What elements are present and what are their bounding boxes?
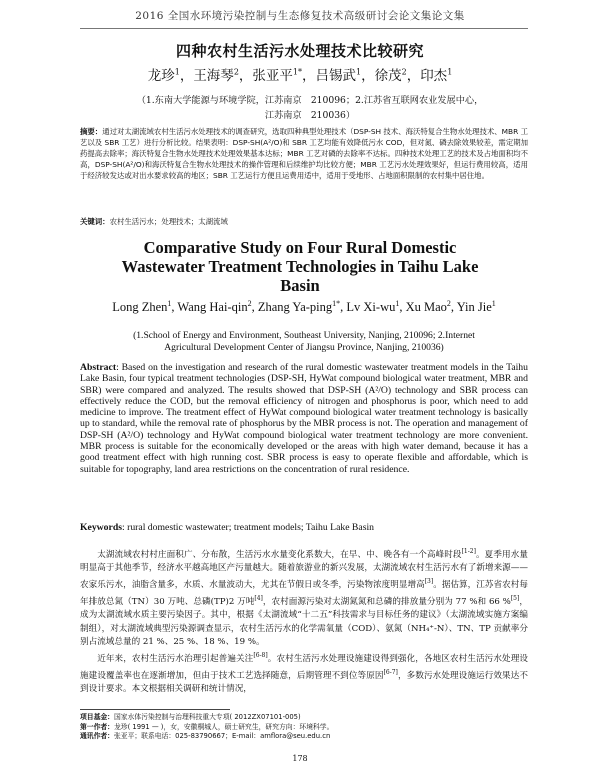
cn-author-separator: ，	[361, 68, 375, 84]
citation-ref: [3]	[424, 578, 434, 586]
cn-author-separator: ，	[302, 68, 316, 84]
footnote-text: 张亚平；联系电话：025-83790667；E-mail：amflora@seu.edu.cn	[113, 732, 331, 741]
chinese-keywords	[80, 216, 528, 227]
chinese-affiliation	[110, 93, 510, 123]
body-text	[80, 545, 528, 696]
english-keywords-text: : rural domestic wastewater; treatment models; Taihu Lake Basin	[121, 522, 375, 533]
en-author-separator: ,	[399, 300, 406, 315]
footnote-label: 第一作者：	[80, 722, 114, 731]
cn-author-mark: 1*	[292, 67, 302, 77]
chinese-keywords-label: 关键词：	[80, 217, 110, 226]
cn-author-name: 印杰	[420, 68, 448, 84]
en-author-separator: ,	[171, 300, 178, 315]
cn-author-mark: 2	[233, 67, 239, 77]
body-text-run: 近年来，农村生活污水治理引起普遍关注	[97, 653, 254, 664]
en-author-mark: 1*	[332, 299, 341, 308]
en-author-name: Yin Jie	[456, 300, 492, 315]
en-author-mark: 1	[167, 299, 172, 308]
en-author-mark: 1	[491, 299, 496, 308]
body-text-run: ，农村面源污染对太湖氮氮和总磷的排放量分别为 77 %和 66 %	[262, 597, 511, 608]
cn-author-separator: ，	[179, 68, 194, 84]
cn-author-separator: ，	[406, 68, 421, 84]
footnote-label: 项目基金：	[80, 713, 114, 721]
english-title	[0, 238, 600, 295]
english-affiliation-line: (1.School of Energy and Environment, Southeast University, Nanjing, 210096; 2.Internet	[133, 330, 475, 341]
english-abstract-label: Abstract	[80, 362, 117, 373]
cn-author-name: 龙珍	[147, 68, 175, 84]
en-author-name: Zhang Ya-ping	[257, 300, 333, 315]
footnotes	[80, 713, 528, 742]
en-author-mark: 2	[446, 299, 451, 308]
body-text-run: 。农村生活污水处理设施建设得到强化，各地区农村生活污水处理设施建设覆盖率也在逐渐增加，但由于技术工艺选择随意，后期管理不到位等原因	[80, 653, 528, 681]
english-keywords-label: Keywords	[80, 522, 122, 533]
body-text-run: 。据估算，江苏省农村每年排放总氮（TN）30 万吨、总磷(TP)2 万吨	[80, 580, 528, 608]
footnote-label: 通讯作者：	[80, 732, 114, 741]
footnote-contact	[80, 732, 528, 742]
english-keywords	[80, 522, 528, 533]
body-text-run: 太湖流域农村村庄面积广、分布散，生活污水水量变化系数大，在早、中、晚各有一个高峰时段	[97, 549, 462, 560]
chinese-keywords-text: 农村生活污水；处理技术；太湖流域	[109, 217, 228, 226]
en-author-name: Lv Xi-wu	[346, 300, 396, 315]
citation-ref: [4]	[254, 595, 263, 603]
cn-author-mark: 1	[447, 67, 453, 77]
cn-author-name: 王海琴	[193, 68, 234, 84]
en-author-mark: 1	[395, 299, 400, 308]
cn-author-name: 徐茂	[374, 68, 402, 84]
chinese-abstract-text: 通过对太湖流域农村生活污水处理技术的调查研究，选取四种典型处理技术（DSP-SH 技术、海沃特复合生物水处理技术、MBR 工艺以及 SBR 工艺）进行分析比较。结果表明：DSP-SH(A²/O)和 SBR 工艺均能有效降低污水 COD，但对氮、磷去除效果较差，需定期加药提高去除率；海沃特复合生物水处理技术处理效果基本达标；MBR 工艺对磷的去除率不达标。四种技术处理工艺的技术及占地面积均不高，DSP-SH(A²/O)和海沃特复合生物水处理技术的操作管理和后续维护均比较方便；MBR 工艺污水处理效果好，但运行费用较高，适用于经济较发达或对出水要求较高的地区；SBR 工艺运行方便且运费用适中，适用于受地形、占地面积限制的农村集中居住地。	[80, 127, 528, 181]
body-text-run: ，成为太湖流域水质主要污染因子。其中，根据《太湖流域“十二五”科技需求与目标任务的建议》（太湖流域实施方案编制组），对太湖流域典型污染源调查显示，农村生活污水的化学需氧量（COD）、氨氮（NH₄⁺-N）、TN、TP 贡献率分别占流域总量的 21 %、25 %、18 %、19 %。	[80, 597, 528, 647]
citation-ref: [6-7]	[383, 669, 398, 677]
citation-ref: [5]	[510, 595, 520, 603]
en-author-mark: 2	[247, 299, 252, 308]
chinese-affiliation-line: 江苏南京 210036）	[264, 110, 356, 121]
english-abstract	[80, 362, 528, 475]
english-affiliation-line: Agricultural Development Center of Jiangsu Province, Nanjing, 210036)	[164, 342, 444, 353]
header-rule	[80, 28, 528, 29]
cn-author-mark: 1	[174, 67, 180, 77]
body-text-run: ，多数污水处理设施运行效果达不到设计要求。本文根据相关调研和统计情况，	[80, 670, 528, 695]
english-abstract-text: : Based on the investigation and research of the rural domestic wastewater treatment models in the Taihu Lake Basin, four typical treatment technologies (DSP-SH, HyWat compound biological water treatment, MBR and SBR) were compared and analyzed. The results showed that DSP-SH (A²/O) technology and SBR process can effectively reduce the COD, but the removal efficiency of nitrogen and phosphorus is poor, which need to add medicine to improve. The treatment effect of HyWat compound biological water treatment technology is basically up to standard, while the removal rate of phosphorus by the MBR process is not. The operation and management of DSP-SH (A²/O) technology and HyWat compound biological water treatment technology are more convenient. MBR process is suitable for the economically developed or the areas with high water demand, because it has a good treatment effect with high running cost. SBR process is easy to operate flexible and affordable, which is suitable for topography, land area restrictions on the concentration of rural residence.	[80, 362, 528, 475]
en-author-name: Wang Hai-qin	[177, 300, 248, 315]
footnote-first-author	[80, 723, 528, 733]
cn-author-mark: 2	[401, 67, 407, 77]
en-author-separator: ,	[251, 300, 258, 315]
running-head: 2016 全国水环境污染控制与生态修复技术高级研讨会论文集论文集	[135, 10, 465, 22]
page-number: 178	[292, 754, 308, 763]
en-author-name: Long Zhen	[112, 300, 168, 315]
english-title-line: Comparative Study on Four Rural Domestic	[143, 238, 457, 257]
cn-author-separator: ，	[238, 68, 253, 84]
english-affiliation	[80, 330, 528, 354]
footnote-rule	[80, 709, 230, 710]
footnote-fund	[80, 713, 528, 723]
en-author-separator: ,	[340, 300, 347, 315]
body-paragraph	[80, 545, 528, 649]
chinese-abstract-label: 摘要：	[80, 127, 103, 136]
footnote-text: 国家水体污染控制与治理科技重大专项( 2012ZX07101-005)	[113, 713, 301, 721]
cn-author-mark: 1	[356, 67, 362, 77]
chinese-affiliation-line: （1.东南大学能源与环境学院，江苏南京 210096；2.江苏省互联网农业发展中心，	[136, 95, 484, 106]
chinese-abstract	[80, 126, 528, 181]
en-author-name: Xu Mao	[405, 300, 447, 315]
cn-author-name: 吕锡武	[315, 68, 356, 84]
english-authors	[80, 296, 528, 315]
chinese-authors	[0, 64, 600, 84]
citation-ref: [6-8]	[253, 652, 268, 659]
english-title-line: Wastewater Treatment Technologies in Taihu Lake	[121, 257, 479, 276]
chinese-title: 四种农村生活污水处理技术比较研究	[175, 42, 424, 60]
english-title-line: Basin	[280, 276, 320, 295]
citation-ref: [1-2]	[461, 548, 476, 555]
body-text-run: 。夏季用水量明显高于其他季节，经济水平越高地区产污量越大。随着旅游业的新兴发展，太湖流域农村生活污水有了新增来源——农家乐污水，油脂含量多，水质、水量波动大，尤其在节假日或冬季，污染物浓度明显增高	[80, 549, 528, 591]
body-paragraph	[80, 649, 528, 696]
cn-author-name: 张亚平	[252, 68, 293, 84]
en-author-separator: ,	[450, 300, 457, 315]
footnote-text: 龙珍( 1991 — )，女，安徽桐城人，硕士研究生，研究方向：环境科学。	[113, 722, 334, 731]
